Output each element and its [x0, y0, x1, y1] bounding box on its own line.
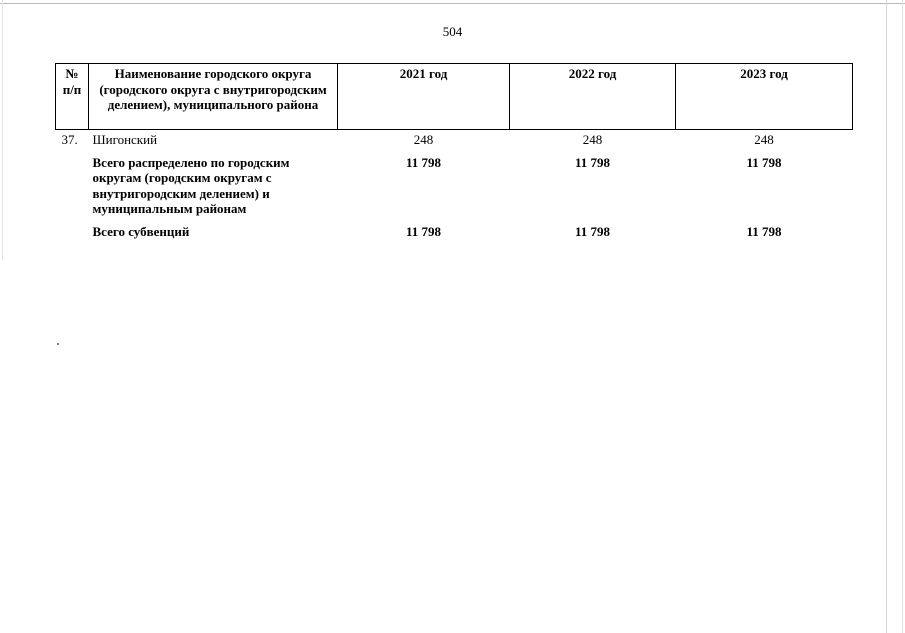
row-value-2021: 11 798	[405, 154, 442, 170]
header-2022: 2022 год	[510, 64, 676, 130]
row-value-2021: 11 798	[405, 223, 442, 239]
header-2023: 2023 год	[676, 64, 853, 130]
header-num: № п/п	[56, 64, 89, 130]
row-name: Всего распределено по городским округам (городским округам с внутригородским делением) и муниципальным районам	[92, 154, 290, 216]
table-row-total-subventions	[56, 217, 853, 240]
scan-edge-right-outer	[902, 0, 903, 633]
header-name: Наименование городского округа (городского округа с внутригородским делением), муниципального района	[89, 64, 338, 130]
table-row	[56, 130, 853, 148]
row-value-2022: 11 798	[574, 223, 611, 239]
row-value-2023: 11 798	[746, 223, 782, 239]
row-value-2023: 11 798	[746, 154, 782, 170]
table-row-total-distributed	[56, 148, 853, 217]
row-value-2022: 11 798	[574, 154, 611, 170]
row-name: Всего субвенций	[92, 223, 190, 239]
header-2021: 2021 год	[338, 64, 510, 130]
scan-edge-right	[886, 0, 887, 633]
row-num	[56, 148, 89, 217]
table-body	[56, 130, 853, 240]
distribution-table	[55, 63, 853, 239]
row-name: Шигонский	[92, 132, 158, 147]
row-value-2023: 248	[754, 132, 774, 147]
row-num: 37.	[61, 132, 78, 147]
scan-edge-top	[0, 3, 905, 4]
row-value-2022: 248	[582, 132, 603, 147]
row-value-2021: 248	[413, 132, 434, 147]
row-num	[56, 217, 89, 240]
table-header-row	[56, 64, 853, 130]
scan-speck	[57, 343, 59, 345]
table-header	[56, 64, 853, 130]
page-number: 504	[442, 24, 463, 39]
